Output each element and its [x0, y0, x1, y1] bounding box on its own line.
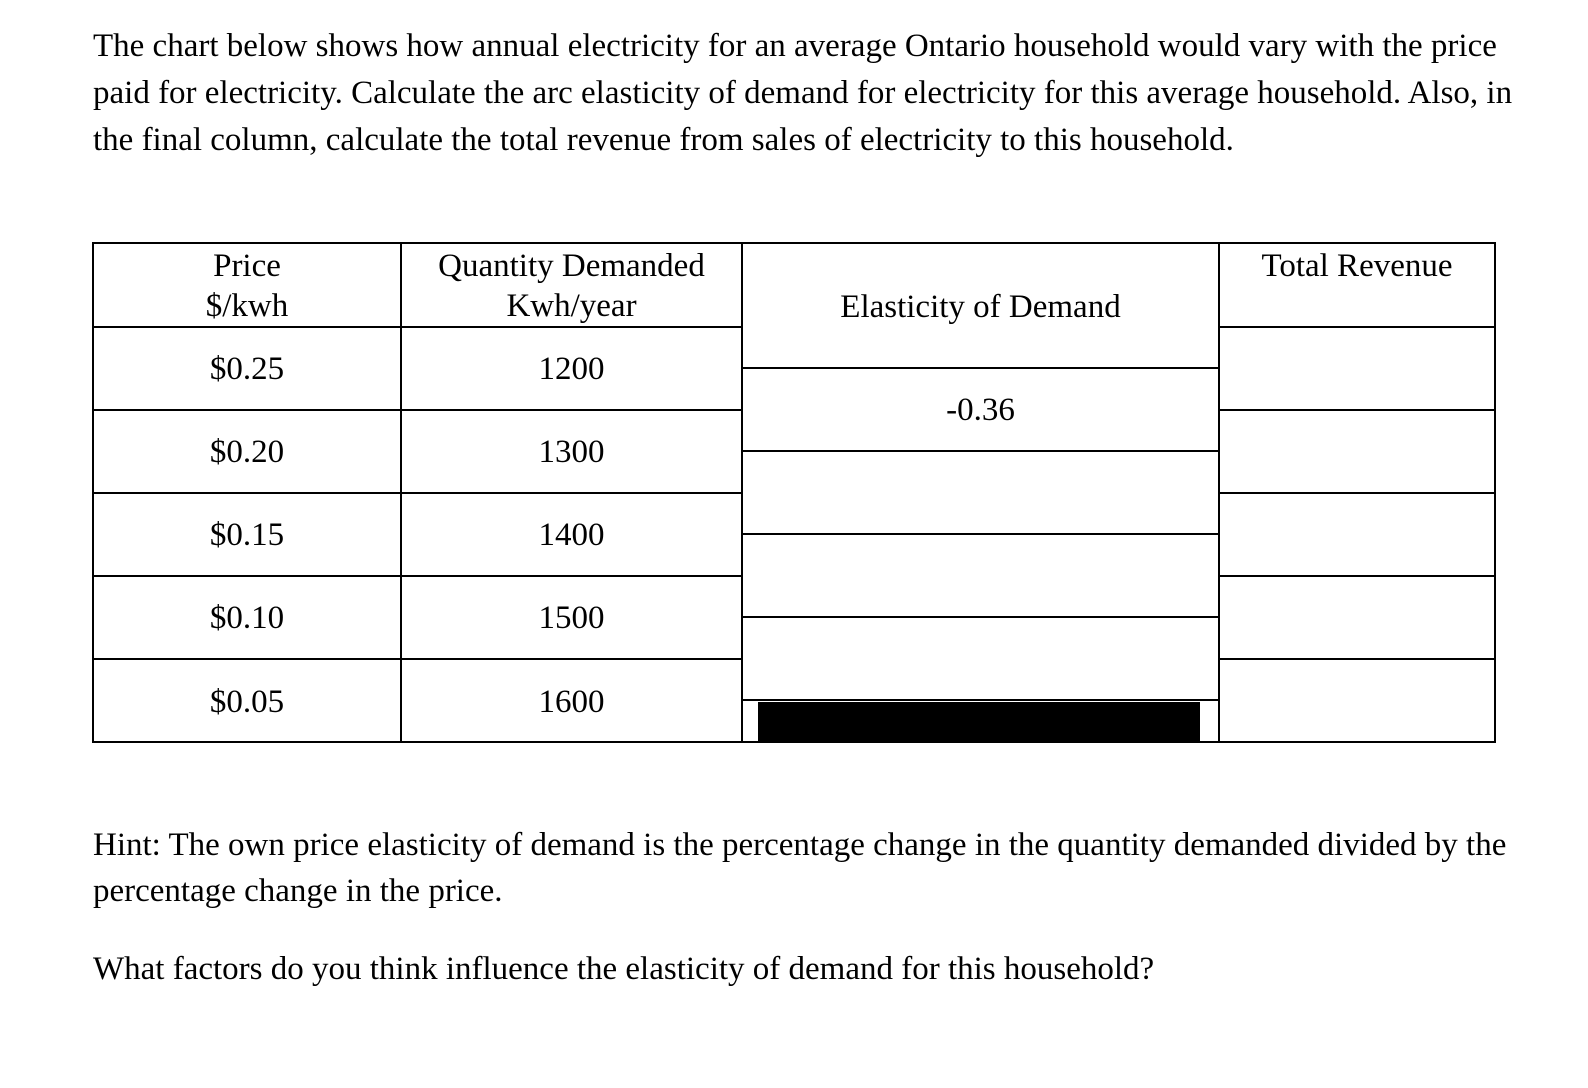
quantity-header-label: Quantity Demanded: [438, 248, 705, 284]
elasticity-cell: -0.36: [946, 392, 1015, 428]
row-divider: [92, 326, 743, 328]
price-cell: $0.10: [209, 600, 285, 636]
revenue-header: Total Revenue: [1261, 248, 1453, 284]
row-divider: [92, 409, 743, 411]
row-divider: [92, 575, 743, 577]
price-cell: $0.20: [209, 434, 285, 470]
row-divider: [92, 492, 743, 494]
price-header-label: Price: [213, 248, 281, 284]
quantity-header-unit: Kwh/year: [506, 288, 637, 324]
quantity-cell: 1600: [538, 684, 605, 720]
elasticity-table: [92, 242, 1496, 743]
quantity-cell: 1400: [538, 517, 605, 553]
intro-paragraph: The chart below shows how annual electricity for an average Ontario household would vary with the price paid for electricity. Calculate the arc elasticity of demand for electricity for this average household. Also, in the final column, calculate the total revenue from sales of electricity to this household.: [93, 28, 1513, 158]
hint-paragraph: Hint: The own price elasticity of demand is the percentage change in the quantity demanded divided by the percentage change in the price.: [93, 827, 1507, 909]
row-divider: [741, 367, 1220, 369]
row-divider: [1218, 326, 1496, 328]
row-divider: [741, 533, 1220, 535]
row-divider: [741, 699, 1220, 701]
row-divider: [741, 450, 1220, 452]
redaction-block: [758, 702, 1200, 742]
question-paragraph: What factors do you think influence the elasticity of demand for this household?: [93, 951, 1155, 987]
quantity-cell: 1300: [538, 434, 605, 470]
table-border-top: [92, 242, 1496, 244]
elasticity-header: Elasticity of Demand: [840, 289, 1121, 325]
price-header: [94, 246, 400, 326]
row-divider: [92, 658, 743, 660]
quantity-cell: 1500: [538, 600, 605, 636]
row-divider: [1218, 575, 1496, 577]
quantity-header: [402, 246, 741, 326]
row-divider: [1218, 492, 1496, 494]
price-header-unit: $/kwh: [205, 288, 289, 324]
row-divider: [1218, 658, 1496, 660]
price-cell: $0.25: [209, 351, 285, 387]
price-cell: $0.05: [209, 684, 285, 720]
row-divider: [741, 616, 1220, 618]
price-cell: $0.15: [209, 517, 285, 553]
quantity-cell: 1200: [538, 351, 605, 387]
row-divider: [1218, 409, 1496, 411]
